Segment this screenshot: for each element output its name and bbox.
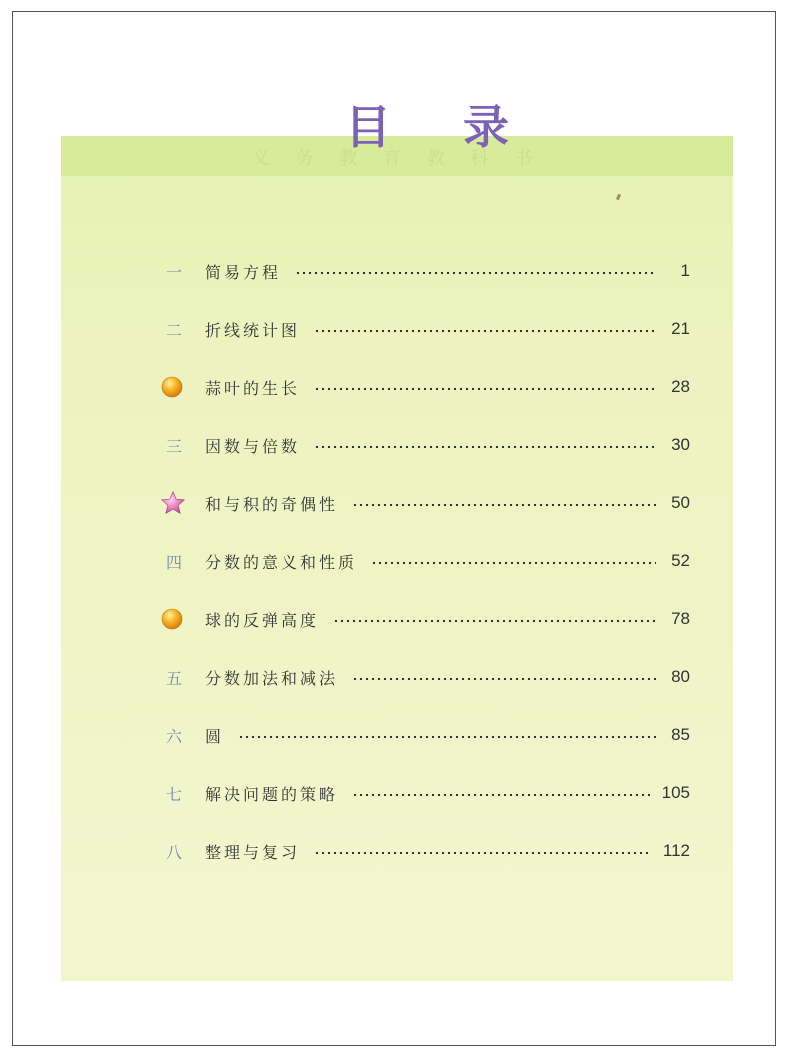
dot-leader <box>352 503 656 507</box>
chapter-number: 八 <box>166 842 183 862</box>
header-band-text: 义 务 教 育 教 科 书 <box>251 148 543 169</box>
chapter-number: 四 <box>166 552 183 572</box>
page-number: 112 <box>662 841 690 860</box>
chapter-marker <box>160 550 205 573</box>
page-number: 50 <box>671 493 690 512</box>
chapter-marker <box>160 724 205 747</box>
toc-row-11[interactable] <box>160 836 690 866</box>
chapter-title: 因数与倍数 <box>205 436 301 456</box>
toc-row-5[interactable] <box>160 488 690 518</box>
toc-row-1[interactable] <box>160 256 690 286</box>
toc-row-3[interactable] <box>160 372 690 402</box>
toc-row-10[interactable] <box>160 778 690 808</box>
page-number: 21 <box>671 319 690 338</box>
toc-row-4[interactable] <box>160 430 690 460</box>
chapter-number: 七 <box>166 784 183 804</box>
page-number: 28 <box>671 377 690 396</box>
chapter-marker <box>160 840 205 863</box>
page-number: 30 <box>671 435 690 454</box>
chapter-number: 五 <box>166 668 183 688</box>
toc-row-8[interactable] <box>160 662 690 692</box>
chapter-title: 解决问题的策略 <box>205 784 339 804</box>
chapter-title: 蒜叶的生长 <box>205 378 301 398</box>
toc-row-9[interactable] <box>160 720 690 750</box>
chapter-number: 三 <box>166 436 183 456</box>
page-number: 80 <box>671 667 690 686</box>
orange-ball-icon <box>160 375 184 399</box>
chapter-title: 分数加法和减法 <box>205 668 339 688</box>
page-title: 目 录 <box>345 100 538 154</box>
toc-row-6[interactable] <box>160 546 690 576</box>
chapter-marker <box>160 666 205 689</box>
pink-star-icon <box>160 490 186 516</box>
dot-leader <box>238 735 656 739</box>
chapter-title: 简易方程 <box>205 262 282 282</box>
orange-ball-icon <box>160 607 184 631</box>
chapter-title: 球的反弹高度 <box>205 610 320 630</box>
chapter-marker <box>160 607 205 631</box>
chapter-marker <box>160 375 205 399</box>
dot-leader <box>314 445 656 449</box>
chapter-title: 折线统计图 <box>205 320 301 340</box>
dot-leader <box>314 387 656 391</box>
toc-row-7[interactable] <box>160 604 690 634</box>
chapter-title: 分数的意义和性质 <box>205 552 358 572</box>
toc-row-2[interactable] <box>160 314 690 344</box>
dot-leader <box>333 619 656 623</box>
chapter-number: 一 <box>166 262 183 282</box>
chapter-marker <box>160 490 205 516</box>
dot-leader <box>352 677 656 681</box>
page-number: 85 <box>671 725 690 744</box>
chapter-number: 六 <box>166 726 183 746</box>
chapter-number: 二 <box>166 320 183 340</box>
chapter-title: 整理与复习 <box>205 842 301 862</box>
page-number: 52 <box>671 551 690 570</box>
chapter-marker <box>160 260 205 283</box>
page-number: 78 <box>671 609 690 628</box>
dot-leader <box>371 561 656 565</box>
page-number: 1 <box>680 261 690 280</box>
chapter-marker <box>160 318 205 341</box>
page-number: 105 <box>661 783 690 802</box>
chapter-marker <box>160 782 205 805</box>
dot-leader <box>314 329 656 333</box>
dot-leader <box>352 793 650 797</box>
dot-leader <box>295 271 656 275</box>
chapter-marker <box>160 434 205 457</box>
chapter-title: 圆 <box>205 726 225 746</box>
dot-leader <box>314 851 651 855</box>
chapter-title: 和与积的奇偶性 <box>205 494 339 514</box>
